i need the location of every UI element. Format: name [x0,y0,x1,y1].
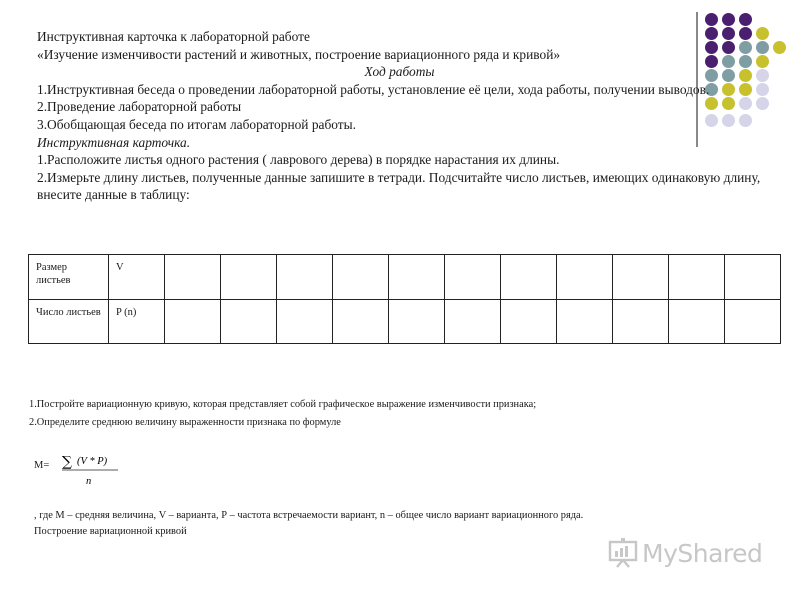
table-cell[interactable] [669,255,725,300]
myshared-logo [608,538,762,568]
table-cell[interactable] [557,300,613,344]
table-cell[interactable] [221,255,277,300]
table-cell[interactable] [165,300,221,344]
card-heading: Инструктивная карточка. [37,134,191,150]
formula-label: M= [34,460,50,471]
step-2: 2.Проведение лабораторной работы [37,99,242,115]
row-symbol-p: P (n) [109,300,165,344]
table-cell[interactable] [445,300,501,344]
row-label-size: Размер листьев [29,255,109,300]
table-cell[interactable] [501,300,557,344]
table-row [29,300,781,344]
table-cell[interactable] [725,255,781,300]
step-1: 1.Инструктивная беседа о проведении лабораторной работы, установление её цели, хода работы, получении выводов. [37,81,710,97]
formula-numerator: (V * P) [77,456,108,467]
explanation-line-1: , где М – средняя величина, V – варианта, Р – частота встречаемости вариант, n – общее число вариант вариационного ряда. [34,510,584,521]
title-line-2: «Изучение изменчивости растений и животных, построение вариационного ряда и кривой» [37,46,561,62]
presentation-icon [608,538,638,568]
title-block [37,28,762,204]
table-cell[interactable] [445,255,501,300]
decorative-dot [739,13,752,26]
table-cell[interactable] [389,300,445,344]
table-cell[interactable] [613,255,669,300]
mean-formula [60,450,130,490]
table-cell[interactable] [277,255,333,300]
progress-heading: Ход работы [364,64,435,80]
instruction-1: 1.Постройте вариационную кривую, которая представляет собой графическое выражение изменчивости признака; [29,399,537,410]
table-cell[interactable] [613,300,669,344]
explanation [34,508,583,540]
table-cell[interactable] [333,255,389,300]
table-cell[interactable] [221,300,277,344]
measurement-table [28,254,781,344]
table-cell[interactable] [669,300,725,344]
table-cell[interactable] [501,255,557,300]
instructions [29,396,536,432]
row-label-count: Число листьев [29,300,109,344]
sum-symbol: ∑ [62,454,72,470]
task-1: 1.Расположите листья одного растения ( лаврового дерева) в порядке нарастания их длины. [37,152,560,168]
decorative-dot [773,41,786,54]
decorative-dot [705,13,718,26]
table-cell[interactable] [725,300,781,344]
task-2: 2.Измерьте длину листьев, полученные данные запишите в тетради. Подсчитайте число листьев, имеющих одинаковую длину, внесите данные в таблицу: [37,169,761,203]
table-cell[interactable] [333,300,389,344]
title-line-1: Инструктивная карточка к лабораторной работе [37,29,310,44]
table-cell[interactable] [389,255,445,300]
instruction-2: 2.Определите среднюю величину выраженности признака по формуле [29,417,341,428]
table-cell[interactable] [165,255,221,300]
explanation-line-2: Построение вариационной кривой [34,526,187,537]
formula-denominator: n [86,476,92,487]
logo-text: MyShared [642,538,763,568]
table-cell[interactable] [277,300,333,344]
decorative-dot [722,13,735,26]
step-3: 3.Обобщающая беседа по итогам лабораторной работы. [37,116,356,132]
row-symbol-v: V [109,255,165,300]
table-row [29,255,781,300]
table-cell[interactable] [557,255,613,300]
